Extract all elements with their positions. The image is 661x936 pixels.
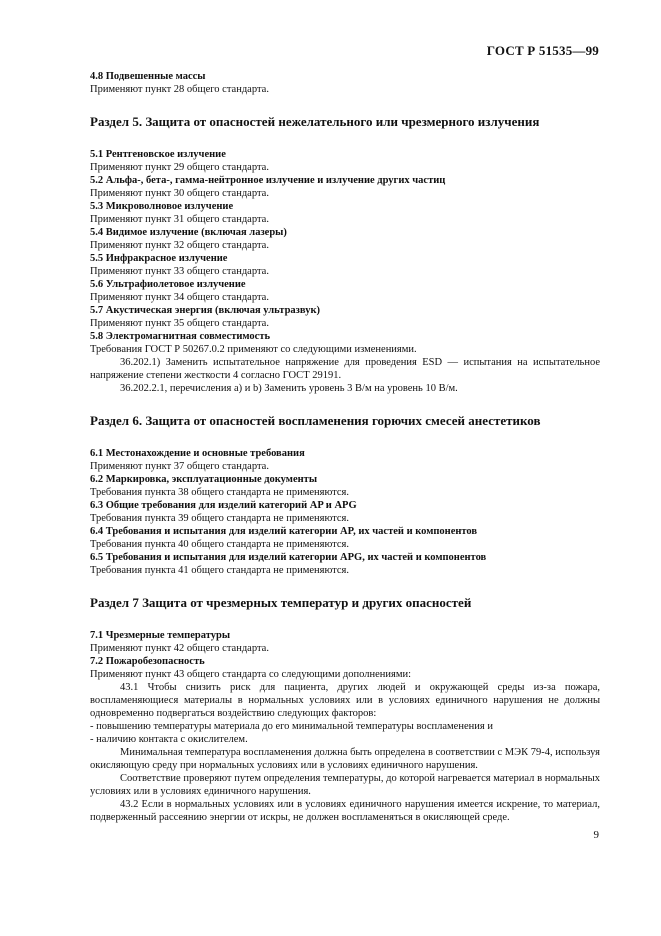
paragraph-36-202-1: 36.202.1) Заменить испытательное напряжение для проведения ESD — испытания на испытательное напряжение степени жесткости 4 согласно ГОСТ 29191. xyxy=(90,357,600,381)
subsection-heading: 6.2 Маркировка, эксплуатационные документы xyxy=(90,474,318,485)
paragraph-43-2: 43.2 Если в нормальных условиях или в условиях единичного нарушения имеется искрение, то материал, подверженный рассеянию энергии от искры, не должен воспламеняться в окисляющей среде. xyxy=(90,799,600,823)
page-content xyxy=(90,70,600,824)
subsection-text: Применяют пункт 32 общего стандарта. xyxy=(90,240,269,251)
section-7-body xyxy=(90,629,600,824)
subsection-text: Применяют пункт 29 общего стандарта. xyxy=(90,162,269,173)
subsection-heading: 5.4 Видимое излучение (включая лазеры) xyxy=(90,227,287,238)
subsection-heading: 6.5 Требования и испытания для изделий категории APG, их частей и компонентов xyxy=(90,552,487,563)
subsection-heading-7-2: 7.2 Пожаробезопасность xyxy=(90,656,205,667)
subsection-heading: 5.1 Рентгеновское излучение xyxy=(90,149,226,160)
paragraph-36-202-2-1: 36.202.2.1, перечисления a) и b) Заменить уровень 3 В/м на уровень 10 В/м. xyxy=(120,383,458,394)
standard-header: ГОСТ Р 51535—99 xyxy=(486,43,599,58)
subsection-text: Требования пункта 38 общего стандарта не применяются. xyxy=(90,487,349,498)
section-5-body xyxy=(90,148,600,395)
paragraph-compliance-check: Соответствие проверяют путем определения температуры, до которой нагревается материал в нормальных условиях или в условиях единичного нарушения. xyxy=(90,773,600,797)
subsection-text: Требования пункта 41 общего стандарта не применяются. xyxy=(90,565,349,576)
subsection-heading: 5.5 Инфракрасное излучение xyxy=(90,253,228,264)
subsection-text-7-1: Применяют пункт 42 общего стандарта. xyxy=(90,643,269,654)
subsection-text: Требования пункта 39 общего стандарта не применяются. xyxy=(90,513,349,524)
bullet-item: - повышению температуры материала до его минимальной температуры воспламенения и xyxy=(90,721,493,732)
subsection-text: Применяют пункт 30 общего стандарта. xyxy=(90,188,269,199)
subsection-heading: 6.1 Местонахождение и основные требования xyxy=(90,448,305,459)
subsection-heading-4-8: 4.8 Подвешенные массы xyxy=(90,71,206,82)
subsection-text: Применяют пункт 34 общего стандарта. xyxy=(90,292,269,303)
section-7-title: Раздел 7 Защита от чрезмерных температур и других опасностей xyxy=(90,595,472,610)
subsection-heading: 5.6 Ультрафиолетовое излучение xyxy=(90,279,246,290)
section-5-title: Раздел 5. Защита от опасностей нежелательного или чрезмерного излучения xyxy=(90,114,540,129)
bullet-item: - наличию контакта с окислителем. xyxy=(90,734,248,745)
subsection-heading: 6.4 Требования и испытания для изделий категории AP, их частей и компонентов xyxy=(90,526,478,537)
subsection-text: Применяют пункт 31 общего стандарта. xyxy=(90,214,269,225)
section-6-title: Раздел 6. Защита от опасностей воспламенения горючих смесей анестетиков xyxy=(90,413,541,428)
page-number: 9 xyxy=(593,829,599,841)
subsection-heading-7-1: 7.1 Чрезмерные температуры xyxy=(90,630,231,641)
subsection-heading: 6.3 Общие требования для изделий категорий AP и APG xyxy=(90,500,357,511)
subsection-text: Требования пункта 40 общего стандарта не применяются. xyxy=(90,539,349,550)
paragraph-min-temperature: Минимальная температура воспламенения должна быть определена в соответствии с МЭК 79-4, используя окисляющую среду при нормальных условиях или в условиях единичного нарушения. xyxy=(90,747,600,771)
subsection-heading: 5.7 Акустическая энергия (включая ультразвук) xyxy=(90,305,321,316)
section-6-body xyxy=(90,447,600,577)
paragraph-43-1: 43.1 Чтобы снизить риск для пациента, других людей и окружающей среды из-за пожара, воспламеняющиеся материалы в нормальных условиях или в условиях единичного нарушения не должны одновременно подвергаться воздействию следующих факторов: xyxy=(90,682,600,719)
subsection-text: Применяют пункт 33 общего стандарта. xyxy=(90,266,269,277)
subsection-text: Применяют пункт 35 общего стандарта. xyxy=(90,318,269,329)
subsection-heading: 5.2 Альфа-, бета-, гамма-нейтронное излучение и излучение других частиц xyxy=(90,175,446,186)
subsection-text: Применяют пункт 37 общего стандарта. xyxy=(90,461,269,472)
subsection-heading: 5.3 Микроволновое излучение xyxy=(90,201,234,212)
subsection-text: Требования ГОСТ Р 50267.0.2 применяют со следующими изменениями. xyxy=(90,344,417,355)
subsection-heading: 5.8 Электромагнитная совместимость xyxy=(90,331,271,342)
subsection-text-4-8: Применяют пункт 28 общего стандарта. xyxy=(90,84,269,95)
subsection-text-7-2: Применяют пункт 43 общего стандарта со следующими дополнениями: xyxy=(90,669,412,680)
